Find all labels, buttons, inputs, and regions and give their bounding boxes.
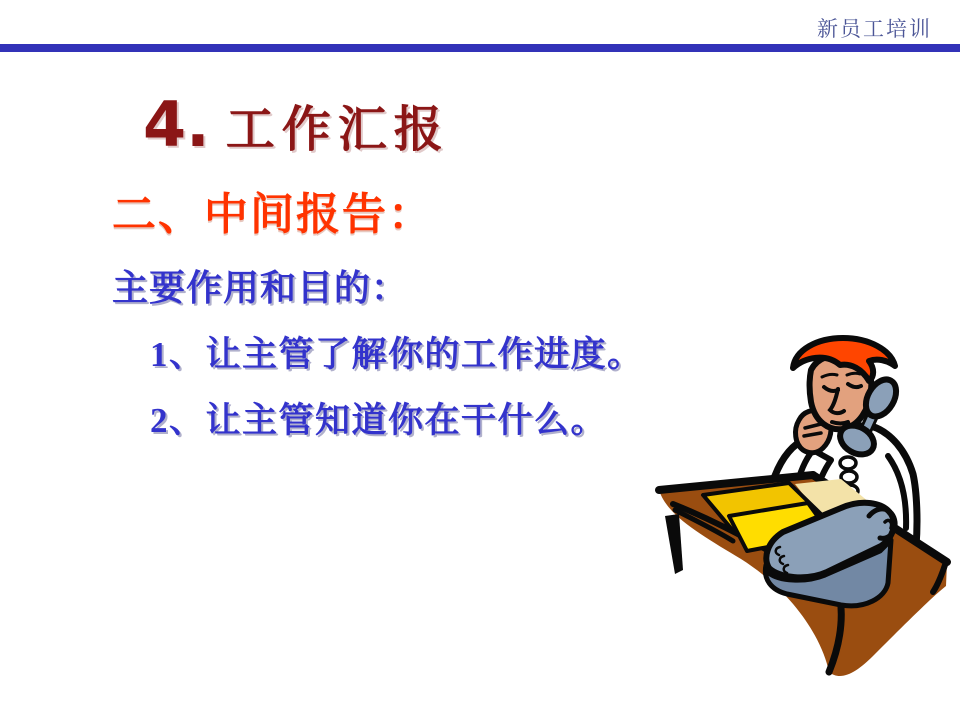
slide-title: [143, 88, 450, 161]
bullet-item-2: 2、让主管知道你在干什么。: [150, 401, 608, 440]
slide-title-text: 工作汇报: [225, 101, 450, 158]
subheading: 主要作用和目的：: [112, 268, 409, 308]
mouth: [832, 422, 848, 424]
bullet-item-1: 1、让主管了解你的工作进度。: [150, 335, 644, 374]
slide-title-number: 4.: [143, 88, 210, 161]
section-heading: 二、中间报告：: [112, 189, 434, 240]
man-on-phone-clipart: [645, 332, 955, 707]
desk-left-leg: [665, 514, 683, 574]
header-divider-rule: [0, 44, 960, 52]
slide-header-label: 新员工培训: [817, 17, 932, 41]
